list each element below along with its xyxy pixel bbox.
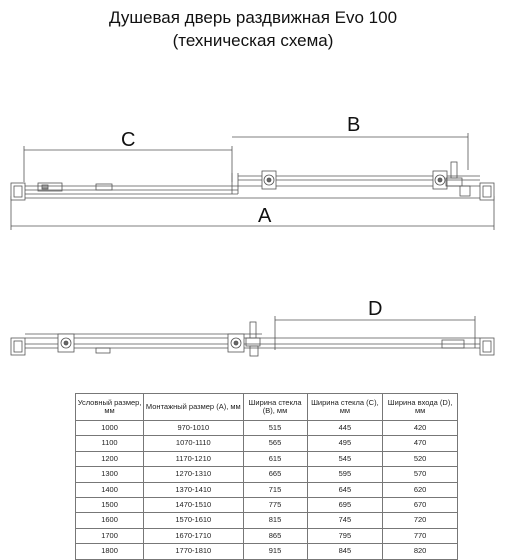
table-cell: 775 bbox=[243, 497, 307, 512]
table-row bbox=[76, 467, 458, 482]
table-cell: 795 bbox=[307, 528, 383, 543]
table-row bbox=[76, 497, 458, 512]
table-cell: 745 bbox=[307, 513, 383, 528]
table-row bbox=[76, 436, 458, 451]
table-header-row bbox=[76, 394, 458, 421]
table-row bbox=[76, 482, 458, 497]
column-header: Монтажный размер (A), мм bbox=[144, 394, 243, 421]
bottom-view-assembly bbox=[11, 322, 494, 356]
table-cell: 470 bbox=[383, 436, 458, 451]
table-cell: 1100 bbox=[76, 436, 144, 451]
label-a: A bbox=[258, 205, 272, 227]
table-cell: 1600 bbox=[76, 513, 144, 528]
table-cell: 570 bbox=[383, 467, 458, 482]
column-header: Ширина стекла (C), мм bbox=[307, 394, 383, 421]
table-cell: 520 bbox=[383, 451, 458, 466]
label-b: B bbox=[347, 114, 361, 136]
dimension-d bbox=[275, 316, 475, 350]
dimensions-table bbox=[75, 393, 458, 560]
table-cell: 620 bbox=[383, 482, 458, 497]
label-c: C bbox=[121, 129, 136, 151]
table-cell: 420 bbox=[383, 421, 458, 436]
table-cell: 1470-1510 bbox=[144, 497, 243, 512]
table-row bbox=[76, 451, 458, 466]
table-cell: 1370-1410 bbox=[144, 482, 243, 497]
table-row bbox=[76, 528, 458, 543]
dimension-b bbox=[232, 133, 468, 170]
table-cell: 770 bbox=[383, 528, 458, 543]
table-cell: 915 bbox=[243, 544, 307, 559]
table-cell: 1200 bbox=[76, 451, 144, 466]
table-row bbox=[76, 544, 458, 559]
table-cell: 1170-1210 bbox=[144, 451, 243, 466]
dimension-a bbox=[11, 196, 494, 230]
table-cell: 595 bbox=[307, 467, 383, 482]
table-cell: 670 bbox=[383, 497, 458, 512]
table-cell: 1300 bbox=[76, 467, 144, 482]
column-header: Ширина входа (D), мм bbox=[383, 394, 458, 421]
table-cell: 1670-1710 bbox=[144, 528, 243, 543]
table-cell: 720 bbox=[383, 513, 458, 528]
column-header: Ширина стекла (B), мм bbox=[243, 394, 307, 421]
table-cell: 445 bbox=[307, 421, 383, 436]
table-cell: 970-1010 bbox=[144, 421, 243, 436]
page-subtitle: (техническая схема) bbox=[172, 31, 334, 50]
table-cell: 1570-1610 bbox=[144, 513, 243, 528]
table-cell: 845 bbox=[307, 544, 383, 559]
table-cell: 1700 bbox=[76, 528, 144, 543]
top-view-assembly bbox=[11, 162, 494, 200]
label-d: D bbox=[368, 298, 383, 320]
table-cell: 665 bbox=[243, 467, 307, 482]
table-cell: 515 bbox=[243, 421, 307, 436]
dimension-c bbox=[24, 146, 232, 182]
table-cell: 1500 bbox=[76, 497, 144, 512]
table-cell: 1400 bbox=[76, 482, 144, 497]
table-cell: 815 bbox=[243, 513, 307, 528]
column-header: Условный размер, мм bbox=[76, 394, 144, 421]
table-row bbox=[76, 421, 458, 436]
page-title: Душевая дверь раздвижная Evo 100 bbox=[108, 8, 398, 27]
table-cell: 645 bbox=[307, 482, 383, 497]
table-cell: 1000 bbox=[76, 421, 144, 436]
table-cell: 865 bbox=[243, 528, 307, 543]
table-cell: 615 bbox=[243, 451, 307, 466]
table-row bbox=[76, 513, 458, 528]
table-cell: 715 bbox=[243, 482, 307, 497]
table-cell: 1070-1110 bbox=[144, 436, 243, 451]
table-cell: 1770-1810 bbox=[144, 544, 243, 559]
table-cell: 820 bbox=[383, 544, 458, 559]
table-cell: 1270-1310 bbox=[144, 467, 243, 482]
table-cell: 695 bbox=[307, 497, 383, 512]
table-cell: 495 bbox=[307, 436, 383, 451]
table-cell: 1800 bbox=[76, 544, 144, 559]
table-cell: 545 bbox=[307, 451, 383, 466]
table-cell: 565 bbox=[243, 436, 307, 451]
